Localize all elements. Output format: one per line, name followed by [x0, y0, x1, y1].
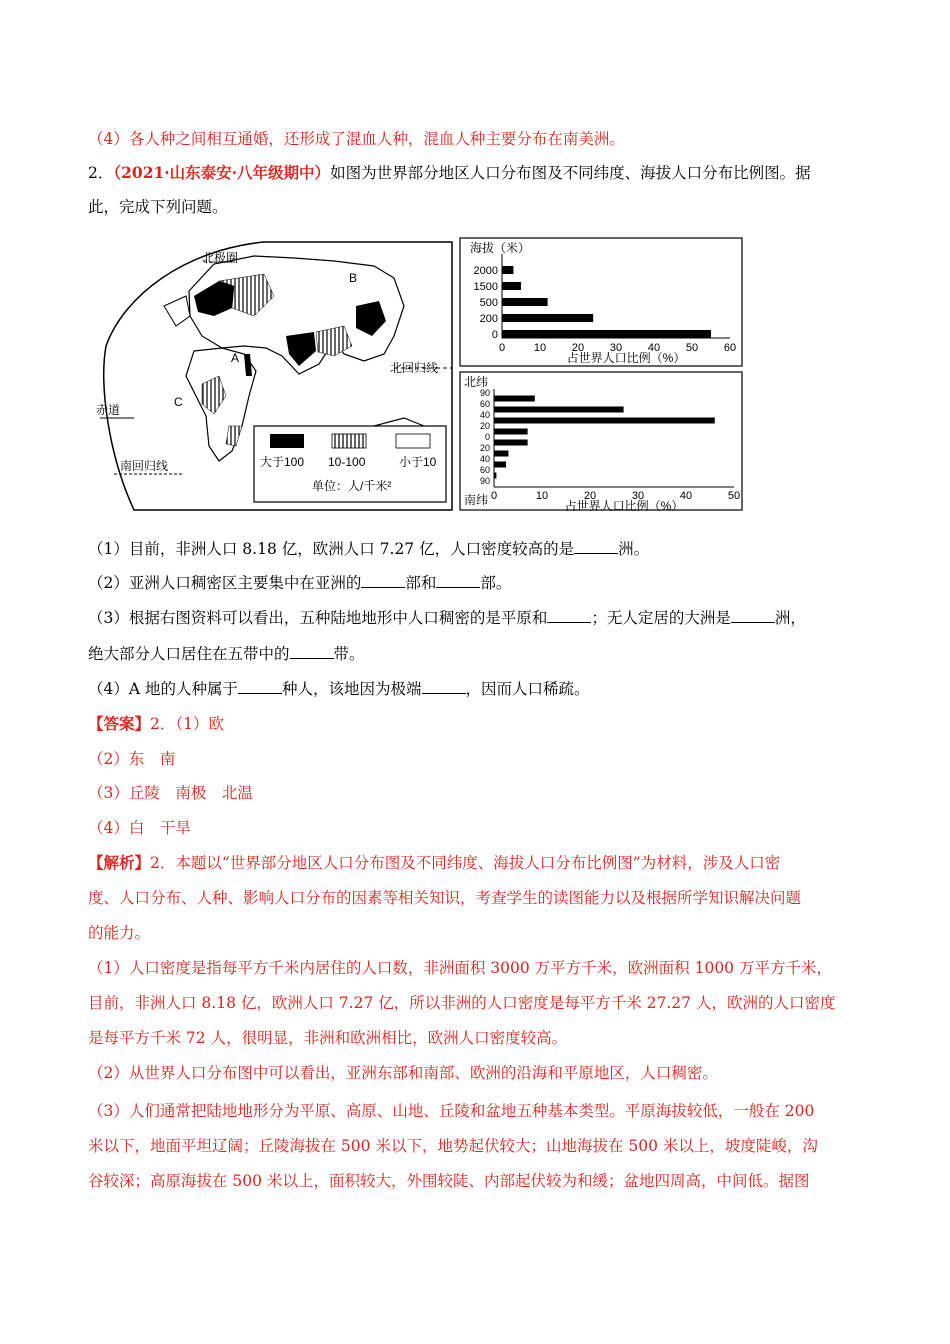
bar	[502, 330, 711, 338]
sub-question-3-cont: 绝大部分人口居住在五带中的 带。	[88, 645, 365, 663]
tropic-north-label: 北回归线	[390, 361, 439, 375]
y-tick-label: 2000	[473, 265, 498, 277]
bar	[494, 473, 496, 479]
answer-blank[interactable]	[731, 608, 775, 623]
question-text: 如图为世界部分地区人口分布图及不同纬度、海拔人口分布比例图。据	[330, 164, 811, 182]
x-tick-label: 10	[535, 490, 549, 502]
bar	[494, 407, 624, 413]
x-tick-label: 20	[571, 342, 585, 354]
y-axis-label: 海拔（米）	[470, 241, 531, 255]
x-axis-label: 占世界人口比例（%）	[566, 351, 686, 365]
top-label: 北纬	[464, 375, 489, 389]
bar	[502, 266, 513, 274]
answer-line-3: （3）丘陵 南极 北温	[88, 784, 253, 802]
answer-blank[interactable]	[574, 539, 618, 554]
x-tick-label: 40	[647, 342, 661, 354]
y-tick-label: 20	[479, 421, 490, 431]
bar	[502, 314, 593, 322]
question-number: 2．	[88, 164, 114, 182]
x-tick-label: 50	[727, 490, 741, 502]
legend-swatch-mid	[332, 434, 366, 448]
x-tick-label: 10	[533, 342, 547, 354]
y-tick-label: 60	[479, 399, 490, 409]
bottom-label: 南纬	[464, 493, 489, 507]
answer-blank[interactable]	[547, 608, 591, 623]
x-tick-label: 30	[609, 342, 623, 354]
arctic-label: 北极圈	[202, 251, 239, 265]
answer-blank[interactable]	[422, 679, 466, 694]
population-map	[96, 242, 452, 510]
bar	[494, 418, 715, 424]
figure-svg	[94, 236, 744, 512]
question-2-stem-cont: 此，完成下列问题。	[88, 198, 228, 216]
sub-question-1: （1）目前，非洲人口 8.18 亿，欧洲人口 7.27 亿，人口密度较高的是 洲。	[88, 540, 650, 558]
y-tick-label: 500	[479, 297, 498, 309]
x-tick-label: 30	[631, 490, 645, 502]
answer-blank[interactable]	[290, 644, 334, 659]
y-tick-label: 60	[479, 465, 490, 475]
answer-blank[interactable]	[361, 573, 405, 588]
y-tick-label: 90	[479, 388, 490, 398]
explanation-line-8: （3）人们通常把陆地地形分为平原、高原、山地、丘陵和盆地五种基本类型。平原海拔较低，一般在 200	[88, 1102, 815, 1120]
label-a: A	[231, 351, 240, 365]
equator-label: 赤道	[96, 403, 121, 417]
x-tick-label: 50	[685, 342, 699, 354]
y-tick-label: 0	[491, 329, 498, 341]
bar	[502, 298, 548, 306]
x-axis-label: 占世界人口比例（%）	[564, 499, 684, 512]
answer-line-1: 【答案】2．（1）欧	[88, 714, 224, 733]
bar	[494, 429, 528, 435]
question-source: （2021·山东泰安·八年级期中）	[113, 163, 331, 182]
explanation-line-3: 的能力。	[88, 924, 151, 942]
question-2-stem	[88, 162, 811, 184]
legend-swatch-high	[270, 434, 304, 448]
answer-blank[interactable]	[436, 573, 480, 588]
x-tick-label: 0	[490, 490, 498, 502]
bar	[494, 451, 508, 457]
x-tick-label: 0	[498, 342, 506, 354]
explanation-line-6: 是每平方千米 72 人，很明显，非洲和欧洲相比，欧洲人口密度较高。	[88, 1029, 568, 1047]
y-tick-label: 1500	[473, 281, 498, 293]
y-tick-label: 40	[479, 454, 490, 464]
answer-blank[interactable]	[238, 679, 282, 694]
explanation-line-10: 谷较深；高原海拔在 500 米以上，面积较大，外围较陡、内部起伏较为和缓；盆地四周高，中间低。据图	[88, 1172, 810, 1190]
explanation-line-9: 米以下，地面平坦辽阔；丘陵海拔在 500 米以下，地势起伏较大；山地海拔在 500 米以上，坡度陡峻，沟	[88, 1137, 818, 1155]
bar	[494, 396, 535, 402]
explanation-line-4: （1）人口密度是指每平方千米内居住的人口数，非洲面积 3000 万平方千米，欧洲面积 1000 万平方千米，	[88, 959, 832, 977]
explanation-tag: 【解析】	[88, 853, 151, 872]
legend-high-label: 大于100	[260, 455, 305, 469]
y-tick-label: 90	[479, 476, 490, 486]
x-tick-label: 60	[723, 342, 737, 354]
x-tick-label: 20	[583, 490, 597, 502]
prev-answer-line: （4）各人种之间相互通婚，还形成了混血人种，混血人种主要分布在南美洲。	[88, 130, 625, 148]
legend-mid-label: 10-100	[328, 455, 366, 469]
y-tick-label: 20	[479, 443, 490, 453]
legend-low-label: 小于10	[399, 455, 437, 469]
legend-swatch-low	[396, 434, 430, 448]
answer-line-4: （4）白 干旱	[88, 819, 191, 837]
label-c: C	[174, 395, 183, 409]
bar	[494, 462, 506, 468]
explanation-line-7: （2）从世界人口分布图中可以看出，亚洲东部和南部、欧洲的沿海和平原地区，人口稠密。	[88, 1064, 718, 1082]
answer-tag: 【答案】	[88, 714, 151, 733]
y-tick-label: 200	[479, 313, 498, 325]
label-b: B	[349, 271, 358, 285]
explanation-line-5: 目前，非洲人口 8.18 亿，欧洲人口 7.27 亿，所以非洲的人口密度是每平方千米 27.27 人，欧洲的人口密度	[88, 994, 836, 1012]
sub-question-2: （2）亚洲人口稠密区主要集中在亚洲的 部和 部。	[88, 574, 512, 592]
y-tick-label: 0	[484, 432, 490, 442]
explanation-line-2: 度、人口分布、人种、影响人口分布的因素等相关知识，考查学生的读图能力以及根据所学知识解决问题	[88, 889, 802, 907]
explanation-line-1: 【解析】2．本题以“世界部分地区人口分布图及不同纬度、海拔人口分布比例图”为材料，涉及人口密	[88, 853, 781, 872]
figure	[94, 236, 744, 512]
bar	[494, 440, 528, 446]
answer-line-2: （2）东 南	[88, 750, 176, 768]
bar	[502, 282, 521, 290]
map-legend	[254, 426, 446, 502]
sub-question-3: （3）根据右图资料可以看出，五种陆地地形中人口稠密的是平原和 ；无人定居的大洲是 洲，	[88, 609, 806, 627]
tropic-south-label: 南回归线	[120, 459, 169, 473]
sub-question-4: （4）A 地的人种属于 种人，该地因为极端 ，因而人口稀疏。	[88, 680, 590, 698]
x-tick-label: 40	[679, 490, 693, 502]
y-tick-label: 40	[479, 410, 490, 420]
legend-unit-label: 单位：人/千米²	[312, 479, 392, 493]
